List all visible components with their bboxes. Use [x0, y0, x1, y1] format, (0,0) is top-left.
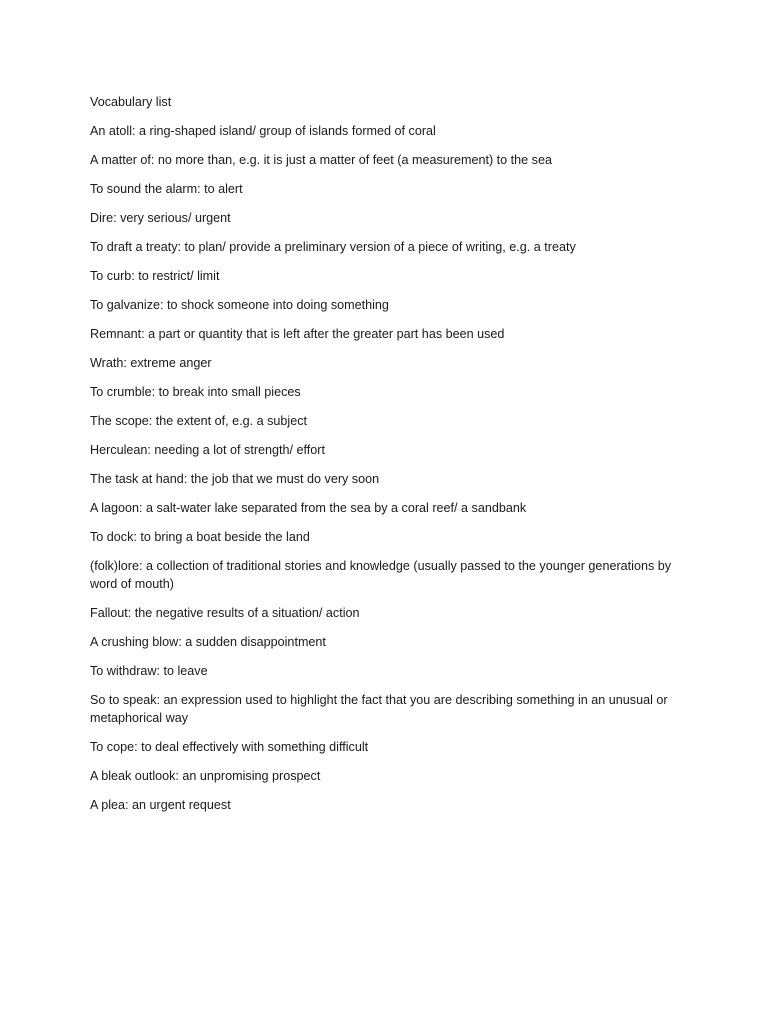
vocabulary-entry: To sound the alarm: to alert	[90, 182, 243, 196]
vocabulary-entry: Remnant: a part or quantity that is left after the greater part has been used	[90, 327, 505, 341]
vocabulary-entry: A crushing blow: a sudden disappointment	[90, 635, 326, 649]
vocabulary-entry: To draft a treaty: to plan/ provide a preliminary version of a piece of writing, e.g. a treaty	[90, 240, 576, 254]
vocabulary-entry: An atoll: a ring-shaped island/ group of islands formed of coral	[90, 124, 436, 138]
vocabulary-entry: Herculean: needing a lot of strength/ effort	[90, 443, 326, 457]
vocabulary-entry: Wrath: extreme anger	[90, 356, 212, 370]
vocabulary-entry: A plea: an urgent request	[90, 798, 231, 812]
vocabulary-entry: To withdraw: to leave	[90, 664, 208, 678]
vocabulary-entry: Dire: very serious/ urgent	[90, 211, 231, 225]
vocabulary-entry: (folk)lore: a collection of traditional stories and knowledge (usually passed to the younger generations by word of mouth)	[90, 559, 672, 591]
vocabulary-entry: To crumble: to break into small pieces	[90, 385, 301, 399]
vocabulary-entry: To dock: to bring a boat beside the land	[90, 530, 310, 544]
vocabulary-entry: To galvanize: to shock someone into doing something	[90, 298, 389, 312]
vocabulary-entry: So to speak: an expression used to highlight the fact that you are describing something in an unusual or metaphorical way	[90, 693, 668, 725]
vocabulary-entry: To cope: to deal effectively with something difficult	[90, 740, 369, 754]
document-title: Vocabulary list	[90, 95, 172, 109]
vocabulary-entry: To curb: to restrict/ limit	[90, 269, 220, 283]
vocabulary-entry: A lagoon: a salt-water lake separated from the sea by a coral reef/ a sandbank	[90, 501, 527, 515]
vocabulary-entry: The scope: the extent of, e.g. a subject	[90, 414, 308, 428]
vocabulary-list	[90, 122, 680, 814]
vocabulary-entry: The task at hand: the job that we must do very soon	[90, 472, 380, 486]
document-body	[90, 93, 680, 825]
vocabulary-entry: Fallout: the negative results of a situation/ action	[90, 606, 360, 620]
vocabulary-entry: A matter of: no more than, e.g. it is just a matter of feet (a measurement) to the sea	[90, 153, 552, 167]
vocabulary-entry: A bleak outlook: an unpromising prospect	[90, 769, 321, 783]
